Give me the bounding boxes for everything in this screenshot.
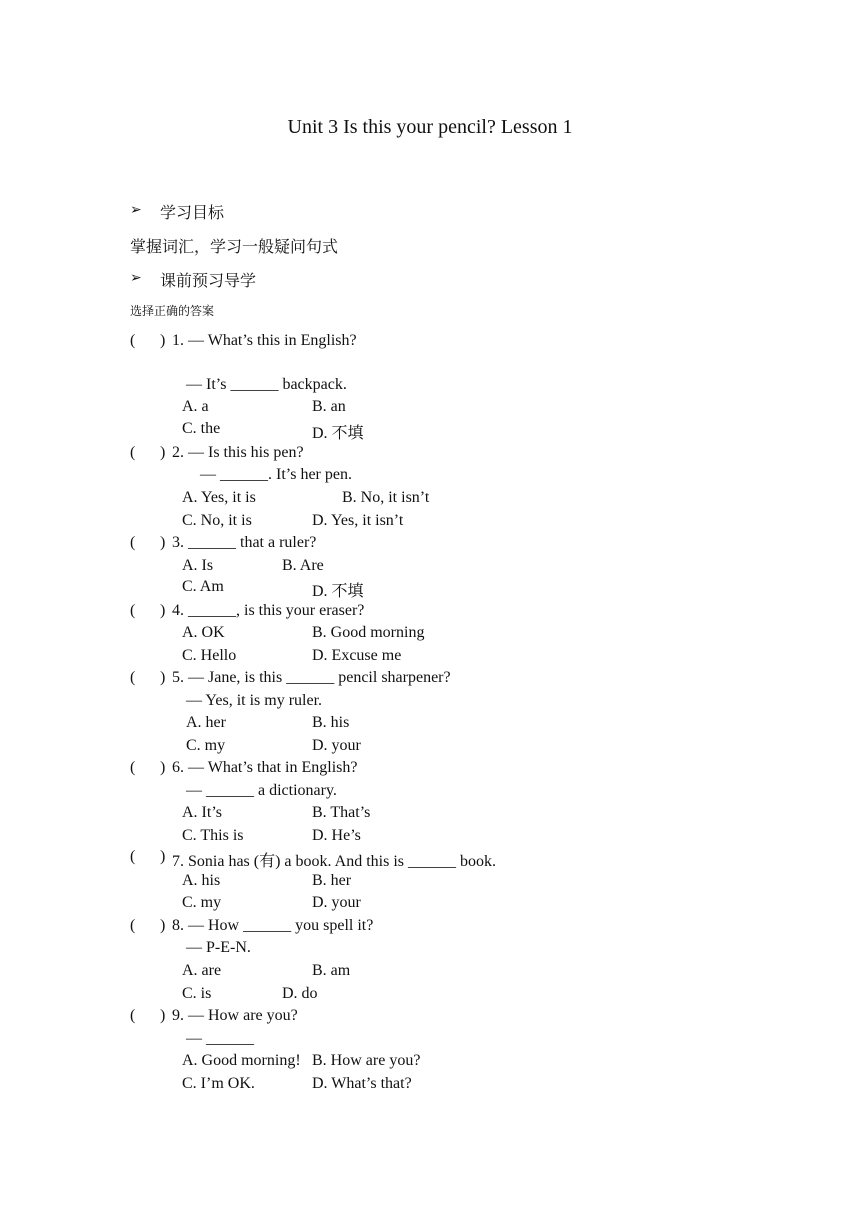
answer-paren-open: ( bbox=[130, 669, 136, 686]
option-a: A. It’s bbox=[182, 804, 222, 821]
question-reply: — ______ a dictionary. bbox=[186, 782, 337, 799]
option-d: D. your bbox=[312, 737, 361, 754]
option-c: C. I’m OK. bbox=[182, 1075, 255, 1092]
question-stem: 1. — What’s this in English? bbox=[172, 332, 357, 349]
option-a: A. Good morning! bbox=[182, 1052, 301, 1069]
option-a: A. a bbox=[182, 398, 209, 415]
option-b: B. his bbox=[312, 714, 350, 731]
option-c: C. Hello bbox=[182, 647, 237, 664]
page-title: Unit 3 Is this your pencil? Lesson 1 bbox=[287, 116, 573, 138]
option-d: D. do bbox=[282, 985, 318, 1002]
question-stem: 5. — Jane, is this ______ pencil sharpener? bbox=[172, 669, 451, 686]
question-stem: 9. — How are you? bbox=[172, 1007, 298, 1024]
option-b: B. am bbox=[312, 962, 351, 979]
option-b: B. How are you? bbox=[312, 1052, 421, 1069]
answer-paren-close: ) bbox=[160, 848, 166, 865]
option-a: A. Yes, it is bbox=[182, 489, 256, 506]
option-d: D. What’s that? bbox=[312, 1075, 412, 1092]
option-d: D. He’s bbox=[312, 827, 361, 844]
answer-paren-close: ) bbox=[160, 444, 166, 461]
section-heading-objectives: 学习目标 bbox=[160, 203, 225, 222]
option-c: C. is bbox=[182, 985, 212, 1002]
answer-paren-close: ) bbox=[160, 759, 166, 776]
answer-paren-open: ( bbox=[130, 848, 136, 865]
answer-paren-open: ( bbox=[130, 1007, 136, 1024]
option-a: A. her bbox=[186, 714, 226, 731]
question-reply: — P-E-N. bbox=[186, 939, 251, 956]
option-b: B. her bbox=[312, 872, 352, 889]
option-a: A. his bbox=[182, 872, 221, 889]
option-c: C. No, it is bbox=[182, 512, 252, 529]
question-reply: — Yes, it is my ruler. bbox=[186, 692, 323, 709]
option-c: C. Am bbox=[182, 578, 224, 595]
option-d: D. Excuse me bbox=[312, 647, 402, 664]
option-c: C. This is bbox=[182, 827, 244, 844]
option-c: C. the bbox=[182, 420, 221, 437]
option-b: B. an bbox=[312, 398, 346, 415]
option-d: D. 不填 bbox=[312, 583, 364, 600]
option-a: A. OK bbox=[182, 624, 225, 641]
question-stem: 6. — What’s that in English? bbox=[172, 759, 358, 776]
bullet-arrow-icon: ➢ bbox=[130, 270, 142, 286]
question-stem: 2. — Is this his pen? bbox=[172, 444, 304, 461]
instruction-text: 选择正确的答案 bbox=[130, 304, 215, 318]
answer-paren-open: ( bbox=[130, 602, 136, 619]
answer-paren-close: ) bbox=[160, 332, 166, 349]
answer-paren-close: ) bbox=[160, 602, 166, 619]
question-stem: 3. ______ that a ruler? bbox=[172, 534, 317, 551]
option-b: B. Good morning bbox=[312, 624, 425, 641]
question-stem: 7. Sonia has (有) a book. And this is ______ book. bbox=[172, 853, 496, 870]
option-b: B. No, it isn’t bbox=[342, 489, 430, 506]
objectives-text: 掌握词汇，学习一般疑问句式 bbox=[130, 237, 339, 256]
option-d: D. 不填 bbox=[312, 425, 364, 442]
question-reply: — It’s ______ backpack. bbox=[186, 376, 347, 393]
answer-paren-open: ( bbox=[130, 917, 136, 934]
answer-paren-close: ) bbox=[160, 669, 166, 686]
bullet-arrow-icon: ➢ bbox=[130, 202, 142, 218]
option-d: D. Yes, it isn’t bbox=[312, 512, 404, 529]
answer-paren-close: ) bbox=[160, 1007, 166, 1024]
answer-paren-open: ( bbox=[130, 759, 136, 776]
answer-paren-open: ( bbox=[130, 444, 136, 461]
section-heading-preview: 课前预习导学 bbox=[160, 271, 257, 290]
option-c: C. my bbox=[182, 894, 222, 911]
question-reply: — ______ bbox=[186, 1030, 254, 1047]
option-d: D. your bbox=[312, 894, 361, 911]
question-stem: 4. ______, is this your eraser? bbox=[172, 602, 365, 619]
question-reply: — ______. It’s her pen. bbox=[200, 466, 352, 483]
answer-paren-close: ) bbox=[160, 917, 166, 934]
answer-paren-open: ( bbox=[130, 534, 136, 551]
option-b: B. Are bbox=[282, 557, 324, 574]
question-stem: 8. — How ______ you spell it? bbox=[172, 917, 374, 934]
answer-paren-close: ) bbox=[160, 534, 166, 551]
option-b: B. That’s bbox=[312, 804, 371, 821]
answer-paren-open: ( bbox=[130, 332, 136, 349]
option-a: A. are bbox=[182, 962, 222, 979]
option-a: A. Is bbox=[182, 557, 214, 574]
option-c: C. my bbox=[186, 737, 226, 754]
